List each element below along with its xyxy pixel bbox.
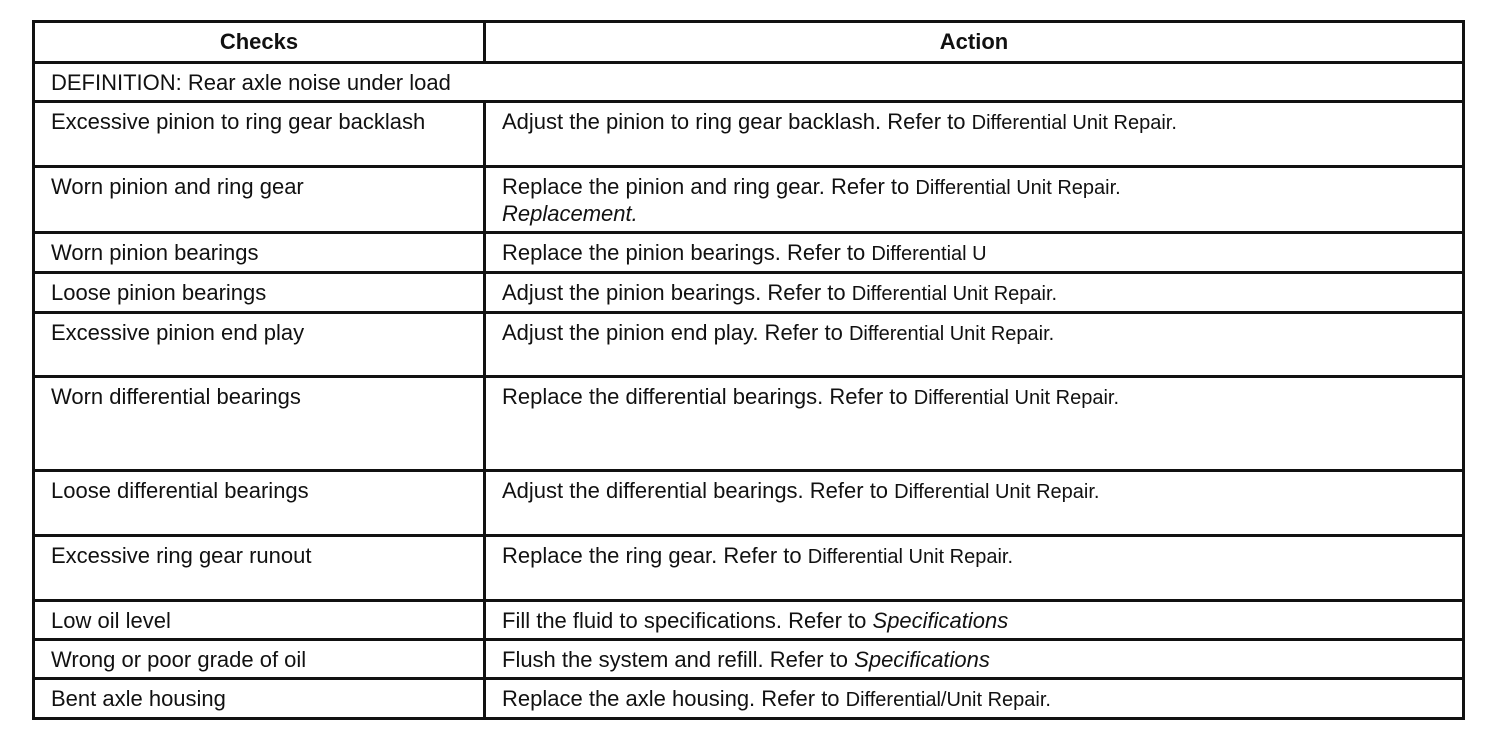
check-cell: [34, 536, 485, 601]
check-cell: [34, 679, 485, 719]
table-row: [34, 536, 1464, 601]
reference-text: Differential Unit Repair.: [915, 177, 1121, 199]
check-cell: [34, 377, 485, 471]
diagnosis-table: [32, 20, 1465, 720]
action-text: Replace the pinion bearings. Refer to: [502, 240, 866, 265]
table-row: [34, 273, 1464, 313]
table-row: [34, 640, 1464, 679]
reference-text: Differential Unit Repair.: [971, 112, 1177, 134]
table-row: [34, 233, 1464, 273]
table-row: [34, 601, 1464, 640]
check-text: Worn pinion bearings: [51, 240, 259, 265]
check-text: Low oil level: [51, 608, 171, 633]
reference-text: Differential Unit Repair.: [913, 387, 1120, 409]
checks-header: Checks: [34, 22, 485, 63]
action-text: Adjust the pinion end play. Refer to: [502, 320, 843, 345]
action-cell: [485, 377, 1464, 471]
check-cell: [34, 233, 485, 273]
check-text: Worn pinion and ring gear: [51, 174, 304, 199]
reference-text: Differential Unit Repair.: [848, 323, 1055, 345]
reference-text: Differential/Unit Repair.: [845, 689, 1051, 711]
check-text: Loose differential bearings: [51, 478, 309, 503]
check-text: Wrong or poor grade of oil: [51, 647, 307, 672]
reference-text: Differential Unit Repair.: [894, 481, 1100, 503]
action-text: Adjust the pinion to ring gear backlash. Refer to: [502, 109, 966, 134]
reference-text: Differential Unit Repair.: [851, 283, 1058, 305]
action-text: Adjust the differential bearings. Refer to: [502, 478, 889, 503]
table-row: [34, 471, 1464, 536]
check-text: Loose pinion bearings: [51, 280, 267, 305]
check-cell: [34, 313, 485, 377]
action-cell: [485, 233, 1464, 273]
check-cell: [34, 601, 485, 640]
action-text: Replace the pinion and ring gear. Refer to: [502, 174, 910, 199]
action-cell: [485, 102, 1464, 167]
action-cell: [485, 471, 1464, 536]
check-cell: [34, 640, 485, 679]
table-row: [34, 102, 1464, 167]
action-cell: [485, 273, 1464, 313]
action-text: Fill the fluid to specifications. Refer to: [502, 608, 867, 633]
action-cell: [485, 536, 1464, 601]
check-text: Worn differential bearings: [51, 384, 301, 409]
table-row: [34, 679, 1464, 719]
action-cell: [485, 313, 1464, 377]
check-text: Excessive pinion end play: [51, 320, 305, 345]
action-cell: [485, 679, 1464, 719]
check-cell: [34, 167, 485, 233]
definition-row: [34, 63, 1464, 102]
action-header: Action: [485, 22, 1464, 63]
action-text: Adjust the pinion bearings. Refer to: [502, 280, 846, 305]
check-cell: [34, 273, 485, 313]
reference-text: Differential U: [871, 243, 987, 265]
check-text: Bent axle housing: [51, 686, 226, 711]
action-text: Replace the differential bearings. Refer to: [502, 384, 908, 409]
table-row: [34, 313, 1464, 377]
reference-italic-text: Replacement.: [502, 201, 638, 226]
reference-italic-text: Specifications: [872, 608, 1009, 633]
reference-text: Differential Unit Repair.: [807, 546, 1014, 568]
check-cell: [34, 102, 485, 167]
check-text: Excessive pinion to ring gear backlash: [51, 109, 426, 134]
reference-italic-text: Specifications: [854, 647, 990, 672]
header-row: [34, 22, 1464, 63]
table-row: [34, 377, 1464, 471]
check-text: Excessive ring gear runout: [51, 543, 312, 568]
action-text: Replace the ring gear. Refer to: [502, 543, 802, 568]
action-text: Flush the system and refill. Refer to: [502, 647, 849, 672]
table-row: [34, 167, 1464, 233]
action-cell: [485, 601, 1464, 640]
action-text: Replace the axle housing. Refer to: [502, 686, 840, 711]
action-cell: [485, 167, 1464, 233]
check-cell: [34, 471, 485, 536]
definition-text: DEFINITION: Rear axle noise under load: [34, 63, 1464, 102]
action-cell: [485, 640, 1464, 679]
